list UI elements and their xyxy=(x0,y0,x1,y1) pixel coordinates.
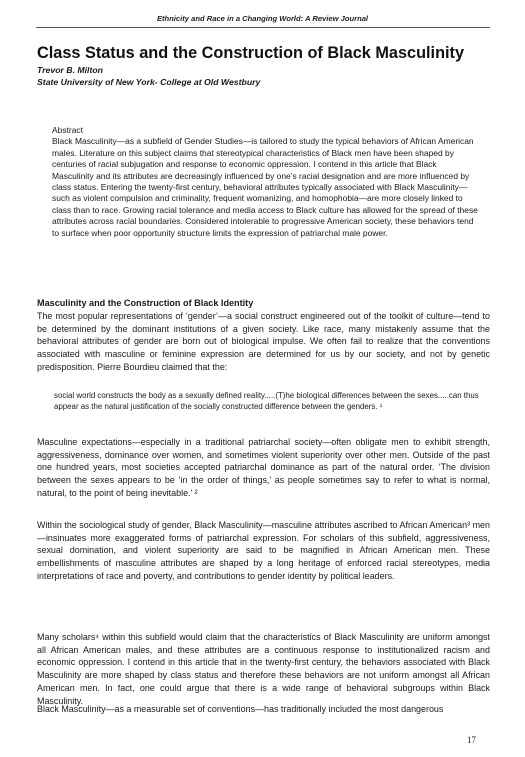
article-title: Class Status and the Construction of Black Masculinity xyxy=(37,44,465,62)
block-quote: social world constructs the body as a sexually defined reality.....(T)he biological differences between the sexes.....can thus appear as the natural justification of the socially constructed difference between the genders. ¹ xyxy=(54,391,479,412)
abstract-text: Black Masculinity—as a subfield of Gender Studies—is tailored to study the typical behaviors of African American males. Literature on this subject claims that stereotypical characteristics of Black men have been shaped by centuries of racial subjugation and response to economic oppression. I contend in this article that Black Masculinity and its attributes are decreasingly influenced by one’s racial designation and are more influenced by class status. Entering the twenty-first century, behavioral attributes typically associated with Black Masculinity—such as violent compulsion and criminality, frequent womanizing, and homophobia—are more closely linked to class than to race. Growing racial tolerance and media access to Black culture has allowed for the spread of these attributes across racial boundaries. Considered intolerable to progressive American society, these behaviors tend to surface when poor opportunity structure limits the expression of patriarchal male power. xyxy=(52,136,478,238)
header-rule xyxy=(36,27,490,28)
journal-header: Ethnicity and Race in a Changing World: A Review Journal xyxy=(156,14,369,23)
abstract-block xyxy=(52,125,480,239)
author-affiliation: State University of New York- College at Old Westbury xyxy=(37,77,261,87)
body-paragraph-1: The most popular representations of ‘gender’—a social construct engineered out of the toolkit of culture—tend to be determined by the dominant institutions of a given society. Like race, many mistakenly assume that the behavioral attributes of gender are born out of biological impulse. We often fail to realize that the conventions associated with masculine or feminine expression are determined for us by our society, and not by genetic predisposition. Pierre Bourdieu claimed that the: xyxy=(37,311,490,372)
page-number: 17 xyxy=(467,735,476,745)
abstract-heading: Abstract xyxy=(52,125,83,135)
section-heading: Masculinity and the Construction of Black Identity xyxy=(37,298,254,308)
body-paragraph-2: Masculine expectations—especially in a traditional patriarchal society—often obligate men to exhibit strength, aggressiveness, dominance over women, and sometimes violent superiority over other men. Outside of the past one hundred years, most societies accepted patriarchal dominance as part of the natural order. ‘The division between the sexes appears to be ‘in the order of things,’ as people sometimes say to refer to what is normal, natural, to the point of being inevitable.’ ² xyxy=(37,437,490,498)
article-author: Trevor B. Milton xyxy=(37,65,103,75)
body-paragraph-5: Black Masculinity—as a measurable set of conventions—has traditionally included the most dangerous xyxy=(37,704,444,714)
body-paragraph-4: Many scholars⁴ within this subfield would claim that the characteristics of Black Masculinity are uniform amongst all African American males, and these attributes are a continuous response to institutionalized racism and economic oppression. I contend in this article that in the twenty-first century, the behaviors associated with Black Masculinity are more shaped by class status and therefore these behaviors are not uniform amongst all African American men. In fact, one could argue that there is a wide range of behavioral subgroups within Black Masculinity. xyxy=(37,632,490,706)
body-paragraph-3: Within the sociological study of gender, Black Masculinity—masculine attributes ascribed to African American³ men—insinuates more exaggerated forms of patriarchal expression. For scholars of this subfield, aggressiveness, sexual domination, and violent superiority are said to be magnified in African American men. These embellishments of masculine attributes are shaped by a long heritage of enforced racial stereotypes, media interpretations of race and poverty, and contributions to gender identity by political leaders. xyxy=(37,520,490,581)
